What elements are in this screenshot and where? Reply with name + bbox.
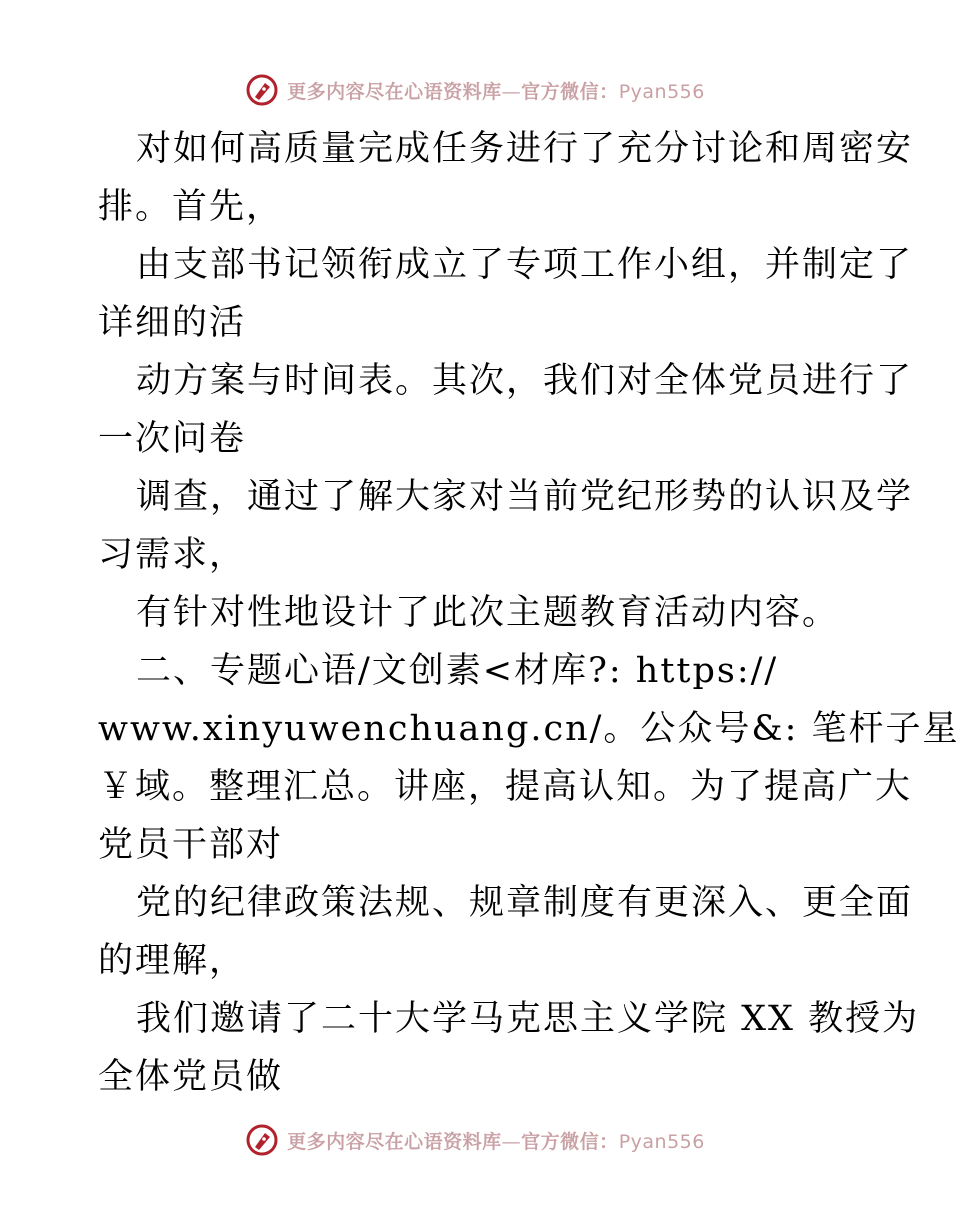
text-line: 排。首先， <box>98 187 284 227</box>
text-line: 二、专题心语/文创素<材库?: https:// <box>136 651 779 691</box>
text-line: 一次问卷 <box>98 419 247 459</box>
text-line: ￥域。整理汇总。讲座，提高认知。为了提高广大 <box>98 767 913 807</box>
text-line: 的理解， <box>98 941 247 981</box>
banner-main-text: 更多内容尽在心语资料库 <box>287 1130 502 1153</box>
footer-banner <box>0 1120 950 1160</box>
text-line: 我们邀请了二十大学马克思主义学院 XX 教授为 <box>136 999 920 1039</box>
header-banner <box>0 70 950 110</box>
text-line: 由支部书记领衔成立了专项工作小组，并制定了 <box>136 245 914 285</box>
text-line: 调查，通过了解大家对当前党纪形势的认识及学 <box>136 477 914 517</box>
text-line: 党员干部对 <box>98 825 284 865</box>
banner-main-text: 更多内容尽在心语资料库 <box>287 80 502 103</box>
banner-separator: — <box>501 1130 522 1153</box>
text-line: 党的纪律政策法规、规章制度有更深入、更全面 <box>136 883 914 923</box>
pen-nib-circle-icon <box>245 1123 279 1157</box>
text-line: 有针对性地设计了此次主题教育活动内容。 <box>136 593 840 633</box>
text-line: 对如何高质量完成任务进行了充分讨论和周密安 <box>136 129 914 169</box>
banner-wechat-id: Pyan556 <box>618 1130 705 1153</box>
document-body <box>98 120 959 1106</box>
text-line: 习需求， <box>98 535 247 575</box>
banner-wechat-id: Pyan556 <box>618 80 705 103</box>
banner-wechat-label: 官方微信： <box>521 80 619 103</box>
banner-text <box>287 1127 705 1154</box>
text-line: www.xinyuwenchuang.cn/。公众号&: 笔杆子星 <box>98 709 959 749</box>
pen-nib-circle-icon <box>245 73 279 107</box>
text-line: 全体党员做 <box>98 1057 284 1097</box>
banner-separator: — <box>501 80 522 103</box>
banner-text <box>287 77 705 104</box>
text-line: 动方案与时间表。其次，我们对全体党员进行了 <box>136 361 914 401</box>
text-line: 详细的活 <box>98 303 247 343</box>
banner-wechat-label: 官方微信： <box>521 1130 619 1153</box>
